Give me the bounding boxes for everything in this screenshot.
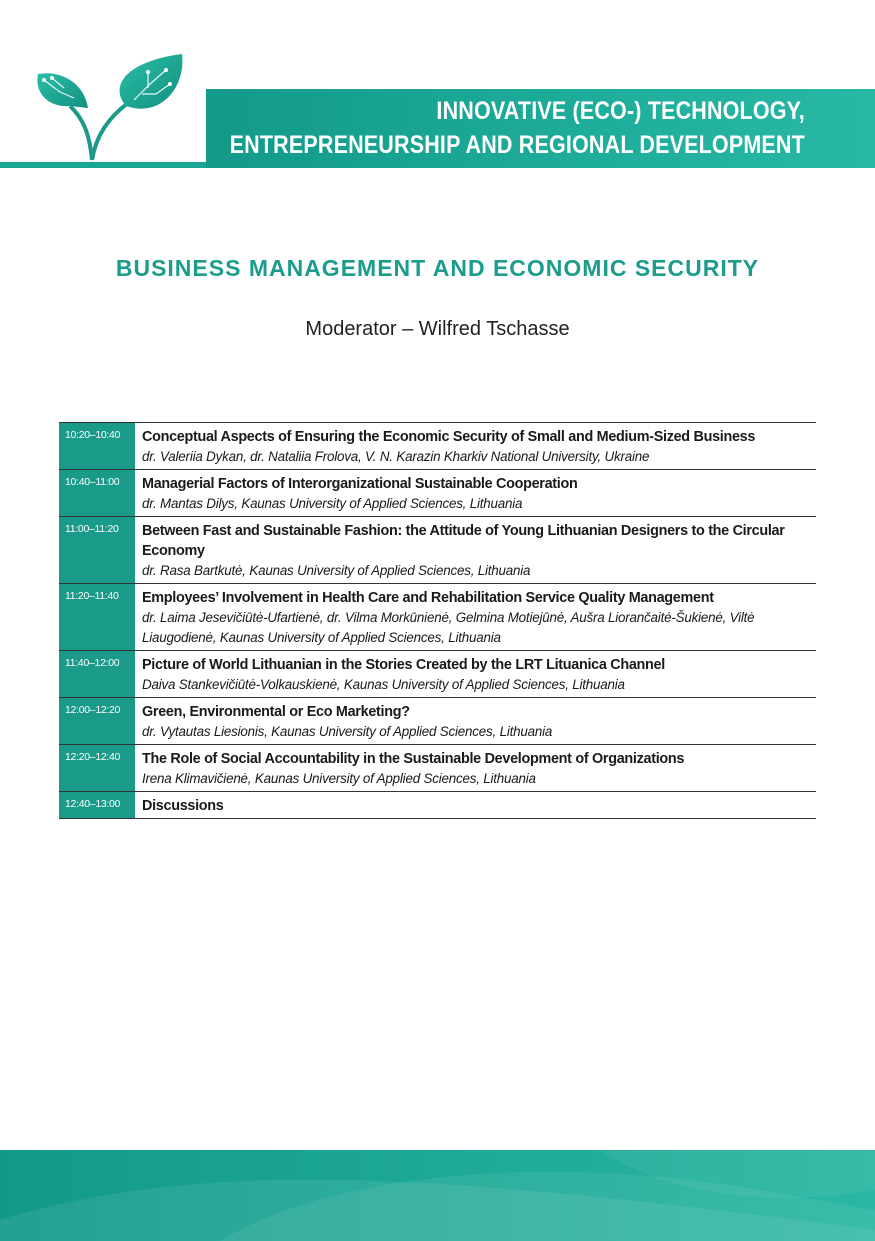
talk-title: Picture of World Lithuanian in the Stories Created by the LRT Lituanica Channel	[142, 657, 665, 673]
schedule-row	[59, 698, 816, 745]
schedule-table	[59, 422, 816, 819]
moderator-line: Moderator – Wilfred Tschasse	[305, 318, 570, 340]
time-slot: 12:20–12:40	[59, 745, 135, 791]
schedule-row	[59, 423, 816, 470]
conference-title	[230, 94, 805, 162]
schedule-row	[59, 745, 816, 792]
schedule-row	[59, 470, 816, 517]
footer-decoration	[0, 1150, 875, 1241]
page-header	[0, 0, 875, 175]
talk-title: The Role of Social Accountability in the Sustainable Development of Organizations	[142, 751, 685, 767]
talk-cell	[135, 423, 816, 469]
talk-title: Conceptual Aspects of Ensuring the Economic Security of Small and Medium-Sized Business	[142, 429, 756, 445]
leaf-circuit-icon	[30, 48, 190, 164]
talk-title: Managerial Factors of Interorganizational Sustainable Cooperation	[142, 476, 578, 492]
conference-title-line2: ENTREPRENEURSHIP AND REGIONAL DEVELOPMENT	[229, 131, 805, 159]
schedule-row	[59, 792, 816, 819]
talk-cell	[135, 584, 816, 650]
talk-authors: dr. Valeriia Dykan, dr. Nataliia Frolova, V. N. Karazin Kharkiv National University, Ukraine	[142, 449, 650, 464]
time-slot: 11:40–12:00	[59, 651, 135, 697]
time-slot: 11:00–11:20	[59, 517, 135, 583]
time-slot: 10:20–10:40	[59, 423, 135, 469]
time-slot: 12:40–13:00	[59, 792, 135, 818]
talk-title: Discussions	[142, 798, 224, 814]
talk-cell	[135, 698, 816, 744]
talk-title: Between Fast and Sustainable Fashion: the Attitude of Young Lithuanian Designers to the Circular Economy	[142, 523, 785, 559]
talk-authors: dr. Laima Jesevičiūtė-Ufartienė, dr. Vilma Morkūnienė, Gelmina Motiejūnė, Aušra Liorančaitė-Šukienė, Viltė Liaugodienė, Kaunas University of Applied Sciences, Lithuania	[142, 610, 755, 645]
talk-cell	[135, 745, 816, 791]
talk-authors: dr. Mantas Dilys, Kaunas University of Applied Sciences, Lithuania	[142, 496, 523, 511]
talk-title: Employees’ Involvement in Health Care and Rehabilitation Service Quality Management	[142, 590, 714, 606]
schedule-row	[59, 517, 816, 584]
time-slot: 12:00–12:20	[59, 698, 135, 744]
talk-authors: dr. Rasa Bartkutė, Kaunas University of Applied Sciences, Lithuania	[142, 563, 531, 578]
talk-authors: Daiva Stankevičiūtė-Volkauskienė, Kaunas University of Applied Sciences, Lithuania	[142, 677, 625, 692]
time-slot: 11:20–11:40	[59, 584, 135, 650]
schedule-row	[59, 584, 816, 651]
talk-cell	[135, 517, 816, 583]
talk-title: Green, Environmental or Eco Marketing?	[142, 704, 410, 720]
talk-cell	[135, 792, 816, 818]
talk-cell	[135, 470, 816, 516]
time-slot: 10:40–11:00	[59, 470, 135, 516]
section-title: BUSINESS MANAGEMENT AND ECONOMIC SECURITY	[115, 255, 760, 281]
talk-cell	[135, 651, 816, 697]
schedule-row	[59, 651, 816, 698]
talk-authors: dr. Vytautas Liesionis, Kaunas University of Applied Sciences, Lithuania	[142, 724, 553, 739]
conference-title-line1: INNOVATIVE (ECO-) TECHNOLOGY,	[436, 97, 805, 125]
talk-authors: Irena Klimavičienė, Kaunas University of Applied Sciences, Lithuania	[142, 771, 536, 786]
